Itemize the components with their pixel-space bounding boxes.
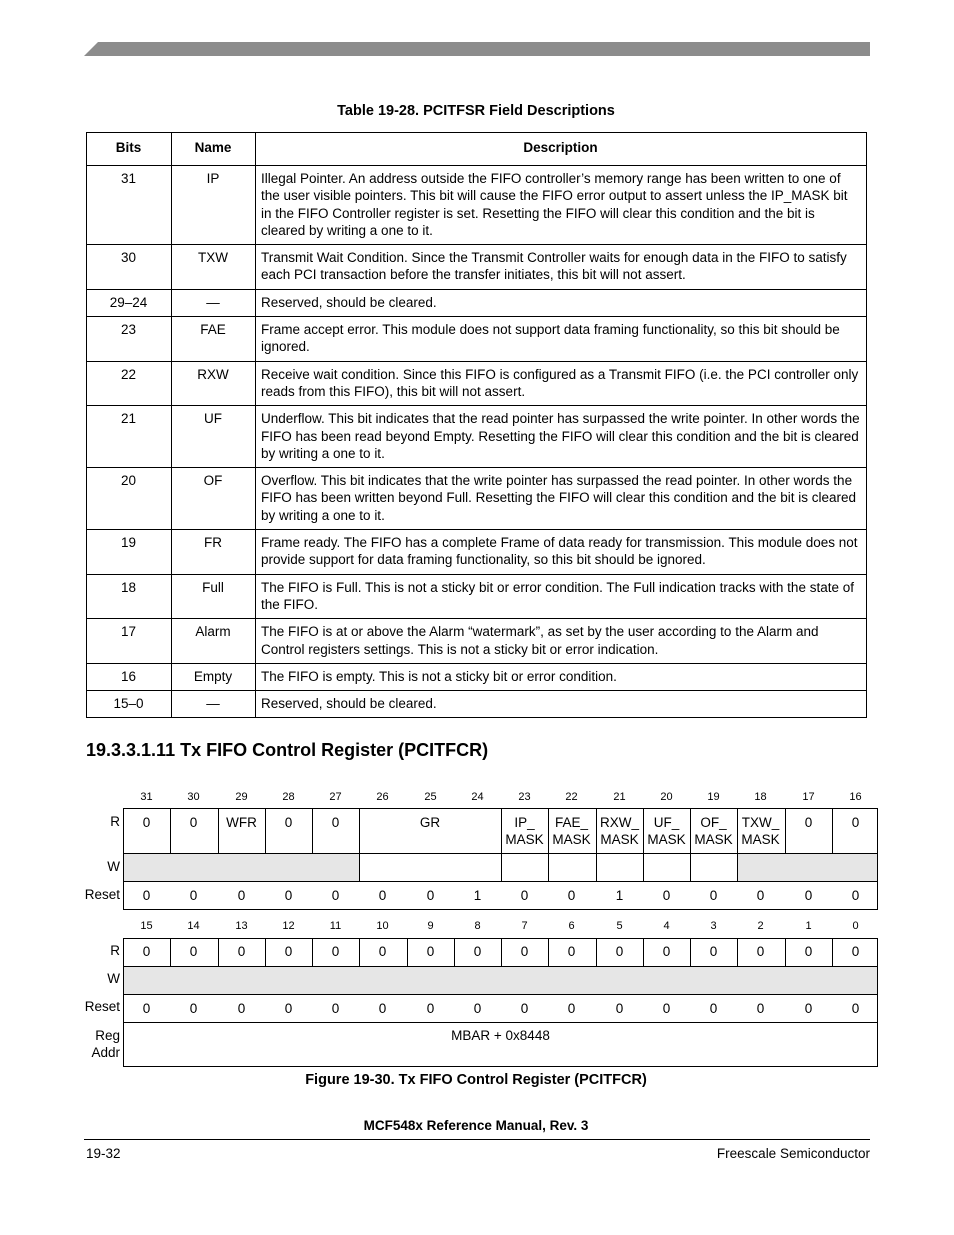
grid-line	[596, 808, 597, 881]
grid-line	[359, 938, 360, 966]
bit-number: 29	[235, 791, 248, 803]
reset-value: 0	[189, 888, 198, 903]
field-bits: 17	[87, 619, 172, 664]
bit-number: 26	[376, 791, 389, 803]
reset-value: 0	[615, 1001, 624, 1016]
field-name: OF	[172, 468, 256, 530]
register-field: 0	[237, 944, 246, 959]
grid-line	[312, 938, 313, 966]
bit-number: 3	[710, 920, 717, 932]
reset-value: 0	[662, 888, 671, 903]
grid-line	[123, 1022, 878, 1023]
bit-number: 8	[474, 920, 481, 932]
bit-number: 24	[471, 791, 484, 803]
footer-company: Freescale Semiconductor	[716, 1146, 870, 1161]
bit-number: 28	[282, 791, 295, 803]
register-field: IP_ MASK	[505, 815, 544, 847]
row-label-reg-addr: Reg Addr	[91, 1028, 120, 1060]
field-bits: 21	[87, 406, 172, 468]
grid-line	[123, 909, 878, 910]
footer-page-number: 19-32	[86, 1146, 121, 1161]
register-field: 0	[615, 944, 624, 959]
table-body	[87, 166, 867, 718]
register-field: FAE_ MASK	[552, 815, 591, 847]
table-header-row	[87, 133, 867, 166]
register-field: 0	[567, 944, 576, 959]
bit-number: 4	[663, 920, 670, 932]
register-field: 0	[804, 815, 813, 830]
write-reserved-shade	[123, 853, 359, 881]
field-name: TXW	[172, 245, 256, 290]
register-field: 0	[804, 944, 813, 959]
grid-line	[218, 808, 219, 853]
bit-number: 16	[849, 791, 862, 803]
grid-line	[265, 808, 266, 853]
header-band	[84, 42, 870, 56]
bit-number: 14	[187, 920, 200, 932]
field-description: Frame ready. The FIFO has a complete Frame of data ready for transmission. This module does not provide support for data framing functionality, so this bit should be ignored.	[256, 530, 867, 575]
field-description: Receive wait condition. Since this FIFO is configured as a Transmit FIFO (i.e. the PCI controller only reads from this FIFO), this bit will not assert.	[256, 361, 867, 406]
grid-line	[265, 938, 266, 966]
grid-line	[407, 938, 408, 966]
table-row	[87, 663, 867, 690]
field-bits: 30	[87, 245, 172, 290]
field-bits: 19	[87, 530, 172, 575]
bit-number: 18	[754, 791, 767, 803]
grid-line	[832, 938, 833, 966]
field-description: Reserved, should be cleared.	[256, 289, 867, 316]
table-row	[87, 361, 867, 406]
col-header-description: Description	[256, 133, 867, 166]
register-address: MBAR + 0x8448	[451, 1028, 550, 1043]
col-header-name: Name	[172, 133, 256, 166]
register-field: WFR	[226, 815, 257, 830]
footer-rule	[84, 1139, 870, 1140]
table-row	[87, 530, 867, 575]
grid-line	[501, 938, 502, 966]
register-field: 0	[473, 944, 482, 959]
reset-value: 0	[284, 1001, 293, 1016]
grid-line	[690, 808, 691, 881]
reset-value: 0	[237, 888, 246, 903]
grid-line	[643, 938, 644, 966]
field-name: FR	[172, 530, 256, 575]
field-description: Overflow. This bit indicates that the write pointer has surpassed the read pointer. In other words the FIFO has been written beyond Full. Resetting the FIFO will clear this condition and the bit is cleared by writing a one to it.	[256, 468, 867, 530]
table-row	[87, 289, 867, 316]
grid-line	[832, 808, 833, 853]
reset-value: 0	[567, 888, 576, 903]
field-bits: 16	[87, 663, 172, 690]
grid-line	[690, 938, 691, 966]
bit-number: 23	[518, 791, 531, 803]
field-name: Alarm	[172, 619, 256, 664]
table-row	[87, 166, 867, 245]
reset-value: 0	[331, 888, 340, 903]
reset-value: 0	[520, 888, 529, 903]
reset-value: 0	[378, 888, 387, 903]
table-row	[87, 406, 867, 468]
footer-manual-title: MCF548x Reference Manual, Rev. 3	[363, 1118, 589, 1133]
bit-number: 30	[187, 791, 200, 803]
register-field: 0	[142, 815, 151, 830]
reset-value: 0	[142, 888, 151, 903]
grid-line	[785, 808, 786, 853]
table-row	[87, 574, 867, 619]
grid-line	[548, 808, 549, 881]
grid-line	[737, 938, 738, 966]
register-field: 0	[756, 944, 765, 959]
field-name: UF	[172, 406, 256, 468]
bit-number: 12	[282, 920, 295, 932]
field-name: IP	[172, 166, 256, 245]
bit-number: 6	[568, 920, 575, 932]
register-field: UF_ MASK	[647, 815, 686, 847]
register-field: 0	[284, 815, 293, 830]
field-name: Empty	[172, 663, 256, 690]
register-field: 0	[284, 944, 293, 959]
bit-number: 0	[852, 920, 859, 932]
grid-line	[548, 938, 549, 966]
register-field: 0	[662, 944, 671, 959]
reset-value: 0	[709, 1001, 718, 1016]
grid-line	[123, 994, 878, 995]
register-field: 0	[331, 944, 340, 959]
grid-line	[123, 808, 124, 881]
register-field: 0	[851, 944, 860, 959]
field-description: Frame accept error. This module does not support data framing functionality, so this bit should be ignored.	[256, 317, 867, 362]
bit-number: 13	[235, 920, 248, 932]
grid-line	[359, 808, 360, 881]
field-name: Full	[172, 574, 256, 619]
field-bits: 29–24	[87, 289, 172, 316]
bit-number: 11	[329, 920, 342, 932]
reset-value: 0	[426, 1001, 435, 1016]
bit-number: 15	[140, 920, 153, 932]
table-row	[87, 619, 867, 664]
reset-value: 0	[567, 1001, 576, 1016]
reset-value: 0	[709, 888, 718, 903]
reset-value: 0	[473, 1001, 482, 1016]
reset-value: 0	[662, 1001, 671, 1016]
register-field: TXW_ MASK	[741, 815, 780, 847]
bit-number: 27	[329, 791, 342, 803]
bit-number: 31	[140, 791, 153, 803]
write-reserved-shade	[123, 966, 878, 994]
reset-value: 0	[756, 1001, 765, 1016]
field-description: The FIFO is at or above the Alarm “watermark”, as set by the user according to the Alarm and Control registers settings. This is not a sticky bit or error indication.	[256, 619, 867, 664]
grid-line	[737, 808, 738, 881]
field-description: The FIFO is empty. This is not a sticky bit or error condition.	[256, 663, 867, 690]
field-bits: 20	[87, 468, 172, 530]
register-field: RXW_ MASK	[599, 815, 639, 847]
register-field: 0	[851, 815, 860, 830]
reset-value: 0	[520, 1001, 529, 1016]
grid-line	[218, 938, 219, 966]
reset-value: 0	[851, 1001, 860, 1016]
reset-value: 0	[851, 888, 860, 903]
reset-value: 0	[284, 888, 293, 903]
field-bits: 22	[87, 361, 172, 406]
field-description: Transmit Wait Condition. Since the Transmit Controller waits for enough data in the FIFO to satisfy each PCI transaction before the transfer initiates, this bit will not assert.	[256, 245, 867, 290]
reset-value: 1	[473, 888, 482, 903]
grid-line	[170, 808, 171, 853]
bit-number: 25	[424, 791, 437, 803]
bit-number: 9	[427, 920, 434, 932]
grid-line	[596, 938, 597, 966]
grid-line	[123, 966, 878, 967]
reset-value: 0	[378, 1001, 387, 1016]
table-row	[87, 245, 867, 290]
register-field: 0	[378, 944, 387, 959]
reset-value: 0	[756, 888, 765, 903]
grid-line	[501, 808, 502, 881]
bit-number: 19	[707, 791, 720, 803]
field-description: Reserved, should be cleared.	[256, 691, 867, 718]
grid-line	[643, 808, 644, 881]
field-name: FAE	[172, 317, 256, 362]
grid-line	[454, 938, 455, 966]
row-label-r: R	[110, 943, 120, 958]
table-row	[87, 691, 867, 718]
row-label-w: W	[107, 859, 120, 874]
write-reserved-shade	[737, 853, 878, 881]
register-field: 0	[331, 815, 340, 830]
grid-line	[123, 1066, 878, 1067]
bit-number: 20	[660, 791, 673, 803]
col-header-bits: Bits	[87, 133, 172, 166]
reset-value: 0	[804, 1001, 813, 1016]
field-descriptions-table	[86, 132, 867, 718]
grid-line	[170, 938, 171, 966]
reset-value: 0	[237, 1001, 246, 1016]
field-name: —	[172, 289, 256, 316]
reset-value: 0	[426, 888, 435, 903]
grid-line	[312, 808, 313, 853]
table-row	[87, 317, 867, 362]
bit-number: 7	[521, 920, 528, 932]
figure-caption: Figure 19-30. Tx FIFO Control Register (PCITFCR)	[305, 1072, 647, 1088]
bit-number: 22	[565, 791, 578, 803]
field-description: The FIFO is Full. This is not a sticky bit or error condition. The Full indication tracks with the state of the FIFO.	[256, 574, 867, 619]
row-label-reset: Reset	[84, 999, 120, 1014]
field-bits: 23	[87, 317, 172, 362]
field-description: Illegal Pointer. An address outside the FIFO controller’s memory range has been written to one of the user visible pointers. This bit will cause the FIFO error output to assert unless the IP_MASK bit in the FIFO Controller register is set. Resetting the FIFO will clear this condition and the bit is cleared by writing a one to it.	[256, 166, 867, 245]
table-row	[87, 468, 867, 530]
field-description: Underflow. This bit indicates that the read pointer has surpassed the write pointer. In other words the FIFO has been read beyond Empty. Resetting the FIFO will clear this condition and the bit is cleared by writing a one to it.	[256, 406, 867, 468]
register-field: 0	[426, 944, 435, 959]
bit-number: 10	[376, 920, 389, 932]
bit-number: 2	[757, 920, 764, 932]
bit-number: 21	[613, 791, 626, 803]
grid-line	[785, 938, 786, 966]
field-bits: 31	[87, 166, 172, 245]
grid-line	[123, 938, 878, 939]
bit-number: 5	[616, 920, 623, 932]
table-caption: Table 19-28. PCITFSR Field Descriptions	[337, 103, 615, 119]
bit-number: 17	[802, 791, 815, 803]
row-label-r: R	[110, 814, 120, 829]
row-label-w: W	[107, 971, 120, 986]
reset-value: 0	[804, 888, 813, 903]
register-field: 0	[142, 944, 151, 959]
register-field: 0	[709, 944, 718, 959]
grid-line	[123, 881, 878, 882]
reset-value: 1	[615, 888, 624, 903]
section-title: 19.3.3.1.11 Tx FIFO Control Register (PCITFCR)	[86, 740, 489, 760]
grid-line	[877, 808, 878, 881]
register-field: 0	[189, 815, 198, 830]
reset-value: 0	[331, 1001, 340, 1016]
field-bits: 15–0	[87, 691, 172, 718]
register-field: 0	[520, 944, 529, 959]
reset-value: 0	[142, 1001, 151, 1016]
reset-value: 0	[189, 1001, 198, 1016]
field-bits: 18	[87, 574, 172, 619]
register-field: OF_ MASK	[694, 815, 733, 847]
field-name: RXW	[172, 361, 256, 406]
register-field: 0	[189, 944, 198, 959]
row-label-reset: Reset	[84, 887, 120, 902]
bit-number: 1	[805, 920, 812, 932]
field-name: —	[172, 691, 256, 718]
field-gr: GR	[419, 815, 441, 830]
